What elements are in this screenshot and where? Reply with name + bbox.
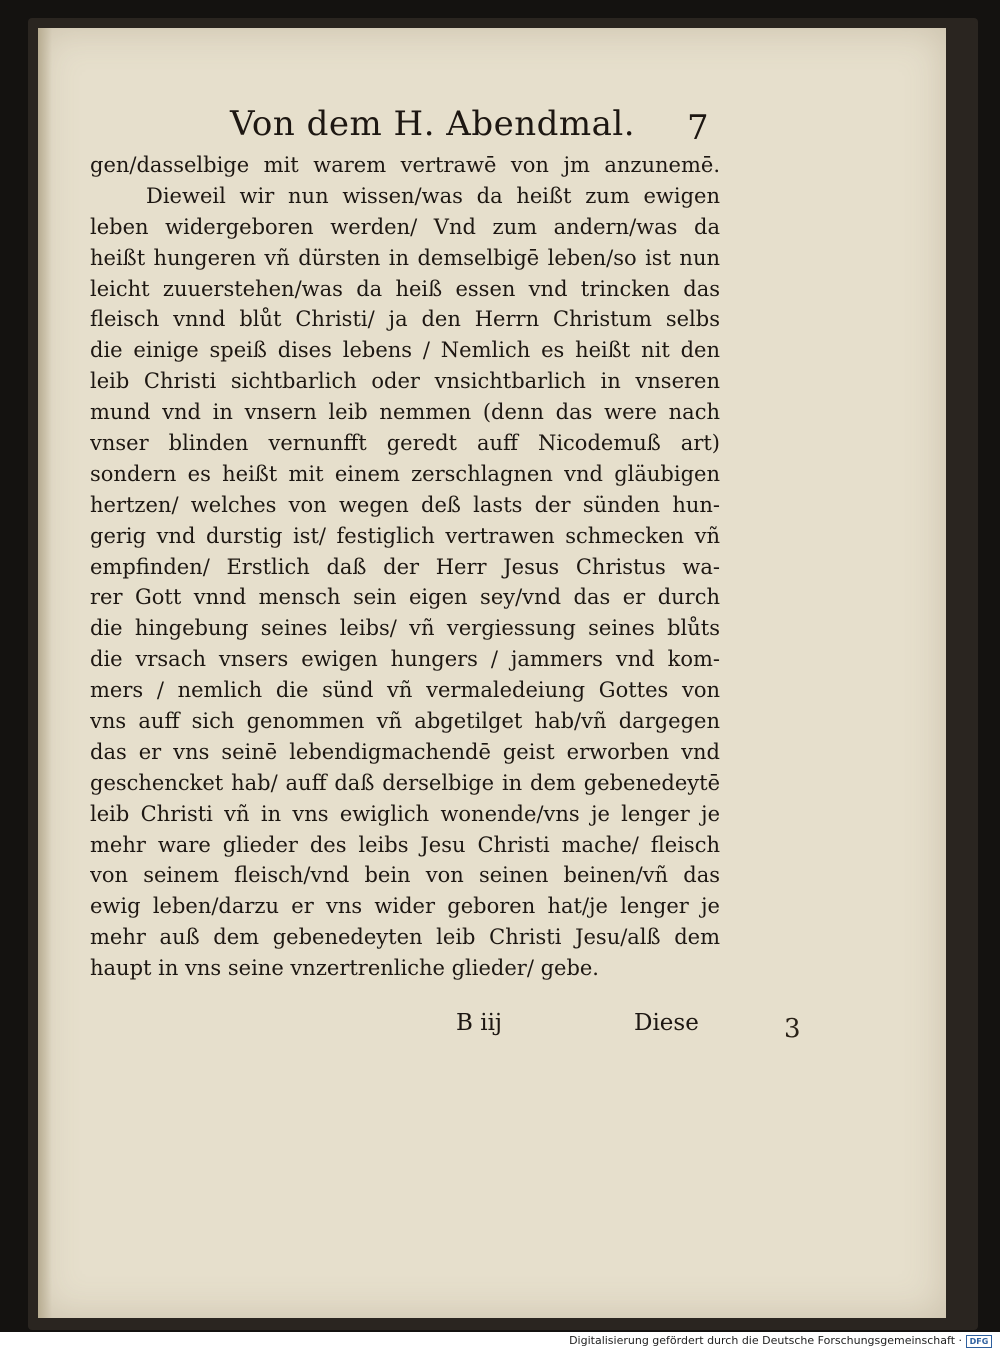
text-line: gerig vnd durstig ist/ festiglich vertrawen schmecken vñ <box>90 523 720 548</box>
signature-mark: B iij <box>456 1010 503 1036</box>
main-text-block <box>90 150 720 984</box>
text-line: fleisch vnnd blůt Christi/ ja den Herrn Christum selbs <box>90 307 720 332</box>
text-line: vnser blinden vernunfft geredt auff Nicodemuß art) <box>90 431 720 456</box>
text-line: leben widergeboren werden/ Vnd zum andern/was da <box>90 214 720 239</box>
margin-annotation: 3 <box>784 1014 801 1044</box>
text-line: leib Christi sichtbarlich oder vnsichtbarlich in vnseren <box>90 369 720 394</box>
text-line: die vrsach vnsers ewigen hungers / jammers vnd kom- <box>90 647 720 672</box>
text-line: leib Christi vñ in vns ewiglich wonende/vns je lenger je <box>90 801 720 826</box>
page-number: 7 <box>687 108 709 148</box>
text-line: mehr auß dem gebenedeyten leib Christi Jesu/alß dem <box>90 925 720 950</box>
text-line: ewig leben/darzu er vns wider geboren hat/je lenger je <box>90 894 720 919</box>
text-line: heißt hungeren vñ dürsten in demselbigē leben/so ist nun <box>90 245 720 270</box>
text-line: von seinem fleisch/vnd bein von seinen beinen/vñ das <box>90 863 720 888</box>
running-head: Von dem H. Abendmal. <box>230 104 636 144</box>
text-line: mers / nemlich die sünd vñ vermaledeiung Gottes von <box>90 678 720 703</box>
text-line: mund vnd in vnsern leib nemmen (denn das were nach <box>90 400 720 425</box>
text-line: leicht zuuerstehen/was da heiß essen vnd trincken das <box>90 276 720 301</box>
text-line: die einige speiß dises lebens / Nemlich es heißt nit den <box>90 338 720 363</box>
text-line: empfinden/ Erstlich daß der Herr Jesus Christus wa- <box>90 554 720 579</box>
text-line: haupt in vns seine vnzertrenliche glieder/ gebe. <box>90 956 599 981</box>
text-line: rer Gott vnnd mensch sein eigen sey/vnd das er durch <box>90 585 720 610</box>
text-line: hertzen/ welches von wegen deß lasts der sünden hun- <box>90 492 720 517</box>
text-line: mehr ware glieder des leibs Jesu Christi mache/ fleisch <box>90 832 720 857</box>
text-line: Dieweil wir nun wissen/was da heißt zum ewigen <box>146 183 720 208</box>
text-line: vns auff sich genommen vñ abgetilget hab/vñ dargegen <box>90 709 720 734</box>
text-line: geschencket hab/ auff daß derselbige in dem gebenedeytē <box>90 770 720 795</box>
text-line: gen/dasselbige mit warem vertrawē von jm anzunemē. <box>90 153 720 177</box>
text-line: das er vns seinē lebendigmachendē geist erworben vnd <box>90 739 720 764</box>
funding-credit: Digitalisierung gefördert durch die Deutsche Forschungsgemeinschaft · <box>569 1334 962 1347</box>
dfg-logo-icon: DFG <box>966 1335 992 1348</box>
catchword: Diese <box>634 1010 699 1036</box>
text-line: die hingebung seines leibs/ vñ vergiessung seines blůts <box>90 616 720 641</box>
page-gutter-shading <box>38 28 52 1318</box>
text-line: sondern es heißt mit einem zerschlagnen vnd gläubigen <box>90 461 720 486</box>
